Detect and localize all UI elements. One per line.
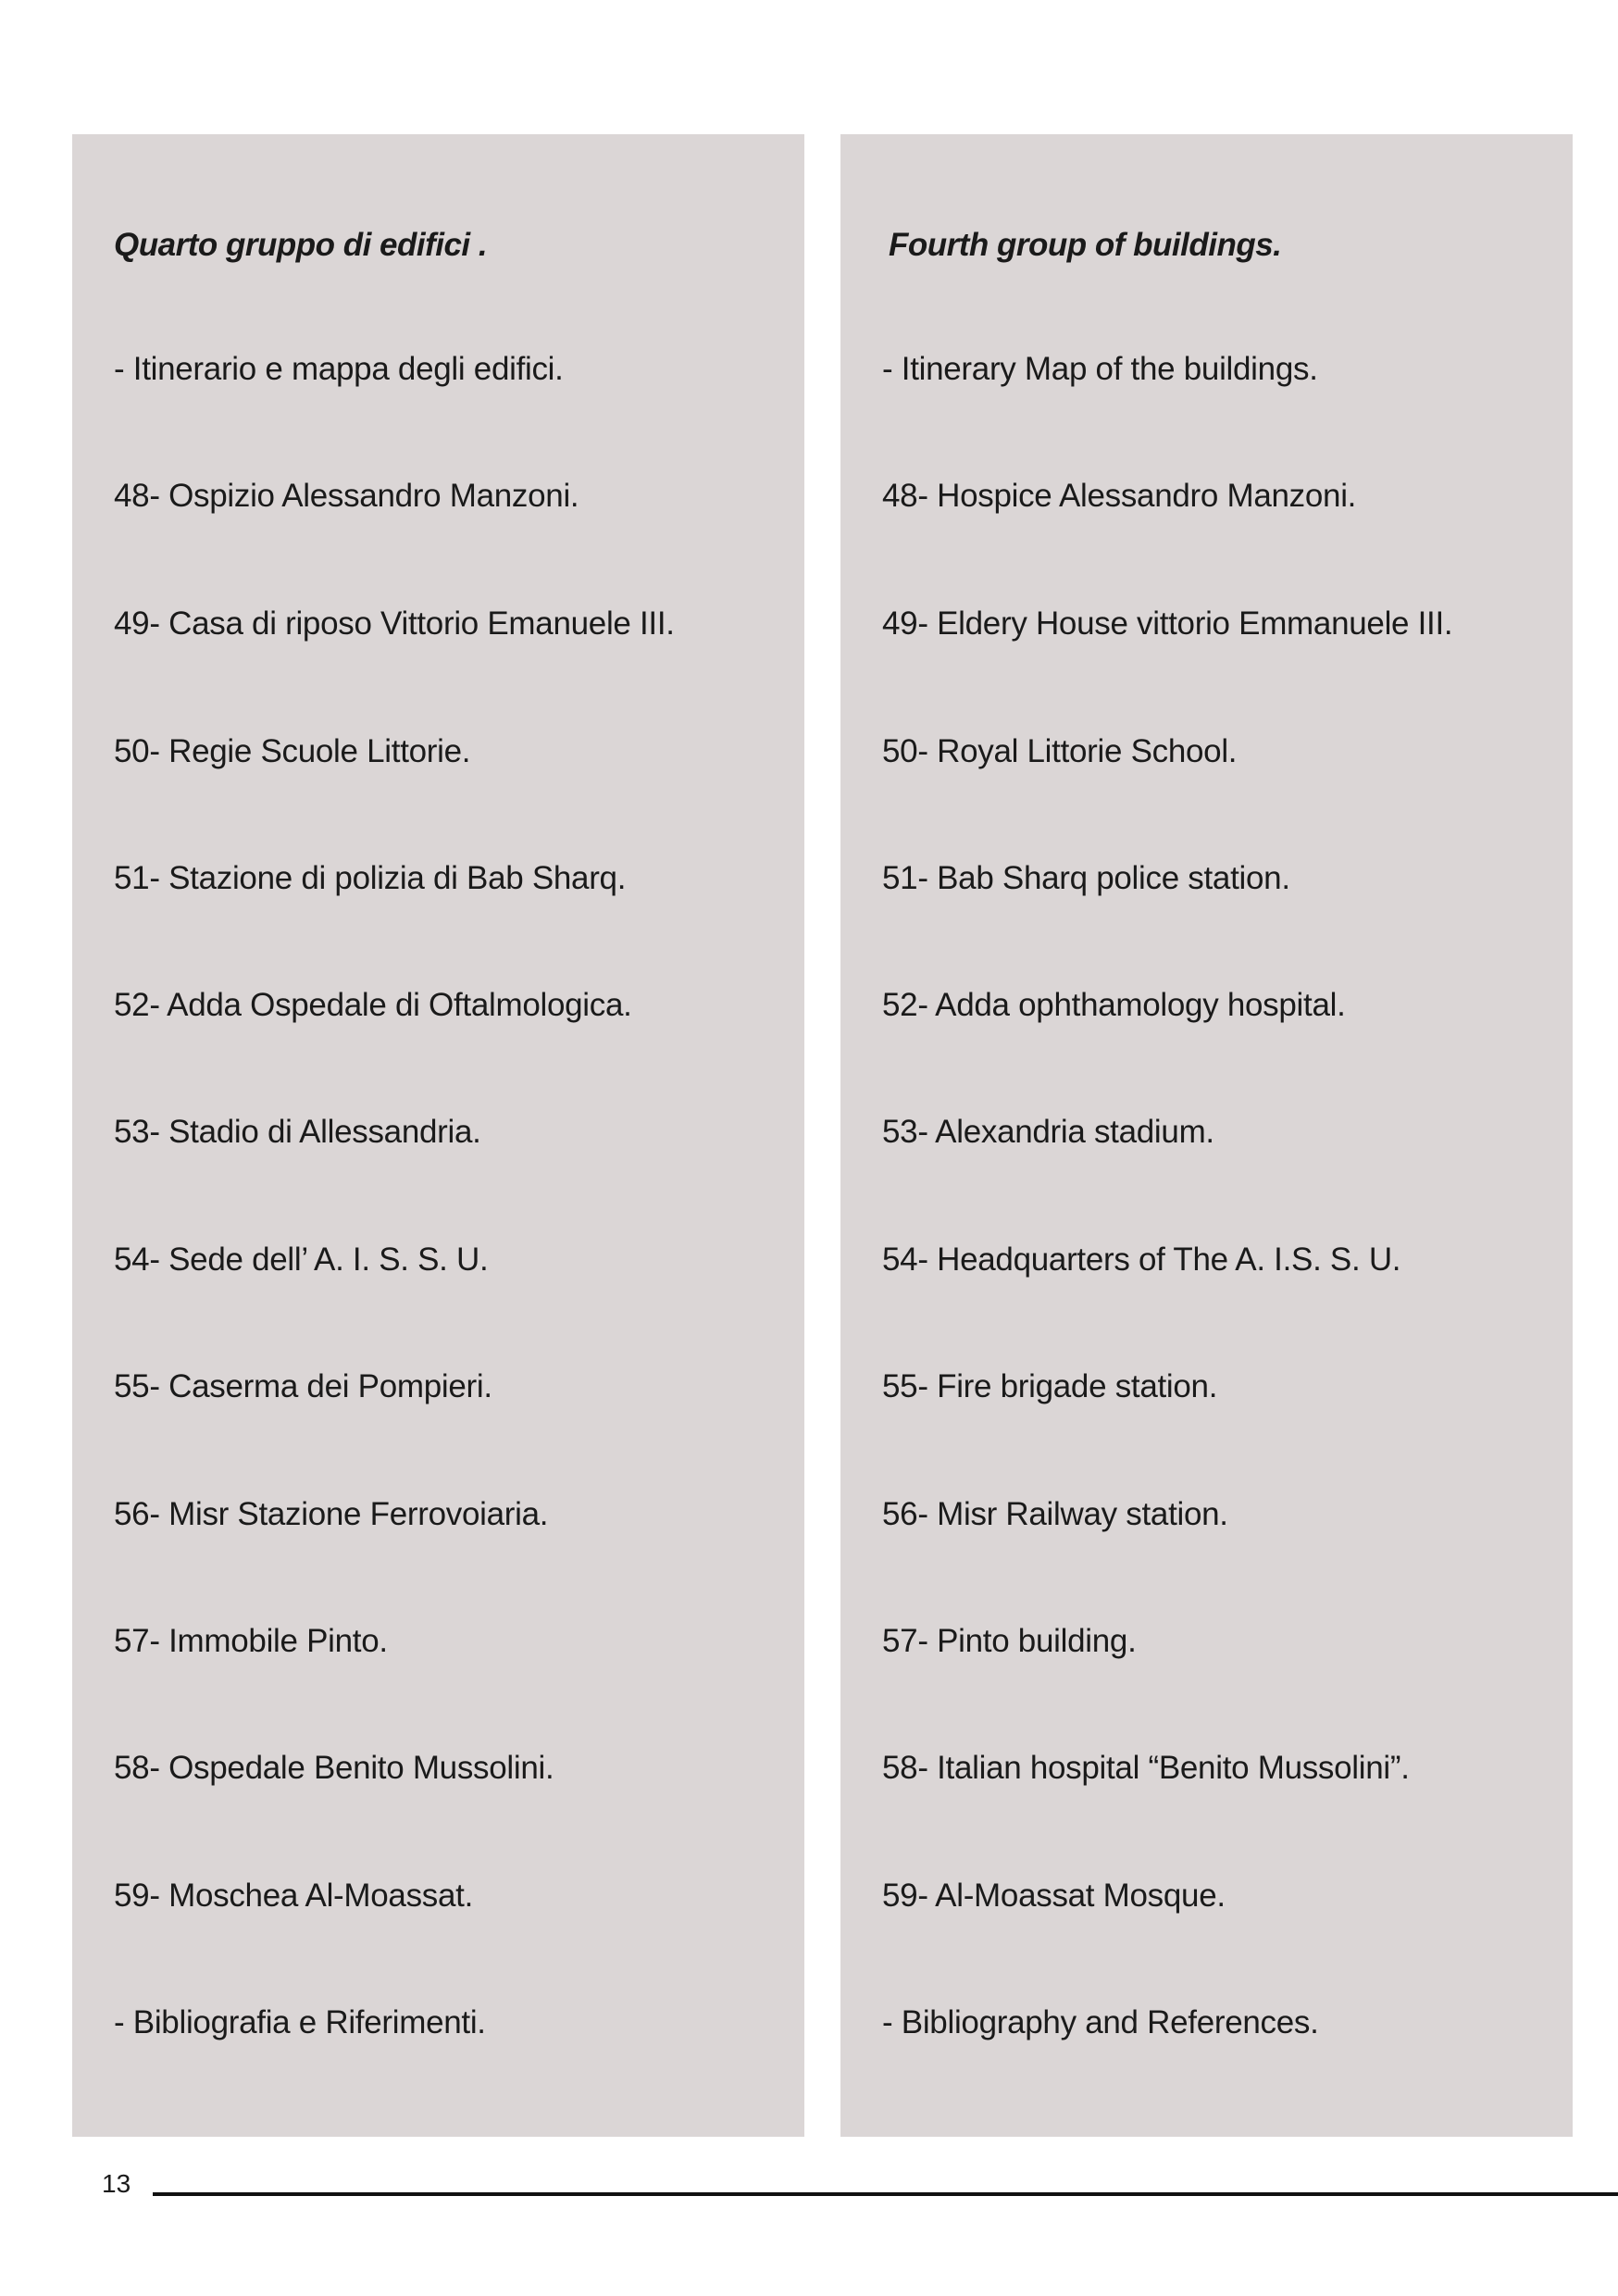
english-contents-panel [840, 134, 1573, 2137]
english-list-item: 51- Bab Sharq police station. [882, 860, 1290, 896]
page-number: 13 [102, 2169, 131, 2198]
italian-list-item: 50- Regie Scuole Littorie. [114, 733, 471, 769]
english-list-item: 50- Royal Littorie School. [882, 733, 1238, 769]
english-list-item: 49- Eldery House vittorio Emmanuele III. [882, 605, 1453, 642]
italian-list-item: 53- Stadio di Allessandria. [114, 1114, 481, 1150]
italian-list-item: - Itinerario e mappa degli edifici. [114, 351, 564, 387]
english-list-item: 52- Adda ophthamology hospital. [882, 987, 1346, 1023]
english-list-item: 58- Italian hospital “Benito Mussolini”. [882, 1750, 1410, 1786]
italian-list-item: 57- Immobile Pinto. [114, 1623, 388, 1659]
english-list-item: 57- Pinto building. [882, 1623, 1137, 1659]
english-list-item: 55- Fire brigade station. [882, 1368, 1218, 1404]
english-list-item: - Bibliography and References. [882, 2004, 1319, 2040]
italian-contents-panel [72, 134, 804, 2137]
italian-list-item: 56- Misr Stazione Ferrovoiaria. [114, 1496, 549, 1532]
italian-list-item: 59- Moschea Al-Moassat. [114, 1878, 473, 1914]
english-list-item: - Itinerary Map of the buildings. [882, 351, 1318, 387]
english-list-item: 54- Headquarters of The A. I.S. S. U. [882, 1242, 1401, 1278]
italian-list-item: 48- Ospizio Alessandro Manzoni. [114, 478, 579, 514]
footer-divider [153, 2192, 1618, 2196]
english-list-item: 59- Al-Moassat Mosque. [882, 1878, 1226, 1914]
english-list-item: 48- Hospice Alessandro Manzoni. [882, 478, 1357, 514]
italian-list-item: 52- Adda Ospedale di Oftalmologica. [114, 987, 632, 1023]
english-section-heading: Fourth group of buildings. [889, 227, 1282, 263]
english-list-item: 56- Misr Railway station. [882, 1496, 1228, 1532]
english-list-item: 53- Alexandria stadium. [882, 1114, 1214, 1150]
italian-list-item: 51- Stazione di polizia di Bab Sharq. [114, 860, 627, 896]
italian-section-heading: Quarto gruppo di edifici . [114, 227, 488, 263]
italian-list-item: 49- Casa di riposo Vittorio Emanuele III. [114, 605, 675, 642]
italian-list-item: - Bibliografia e Riferimenti. [114, 2004, 486, 2040]
italian-list-item: 55- Caserma dei Pompieri. [114, 1368, 492, 1404]
italian-list-item: 54- Sede dell’ A. I. S. S. U. [114, 1242, 489, 1278]
italian-list-item: 58- Ospedale Benito Mussolini. [114, 1750, 554, 1786]
